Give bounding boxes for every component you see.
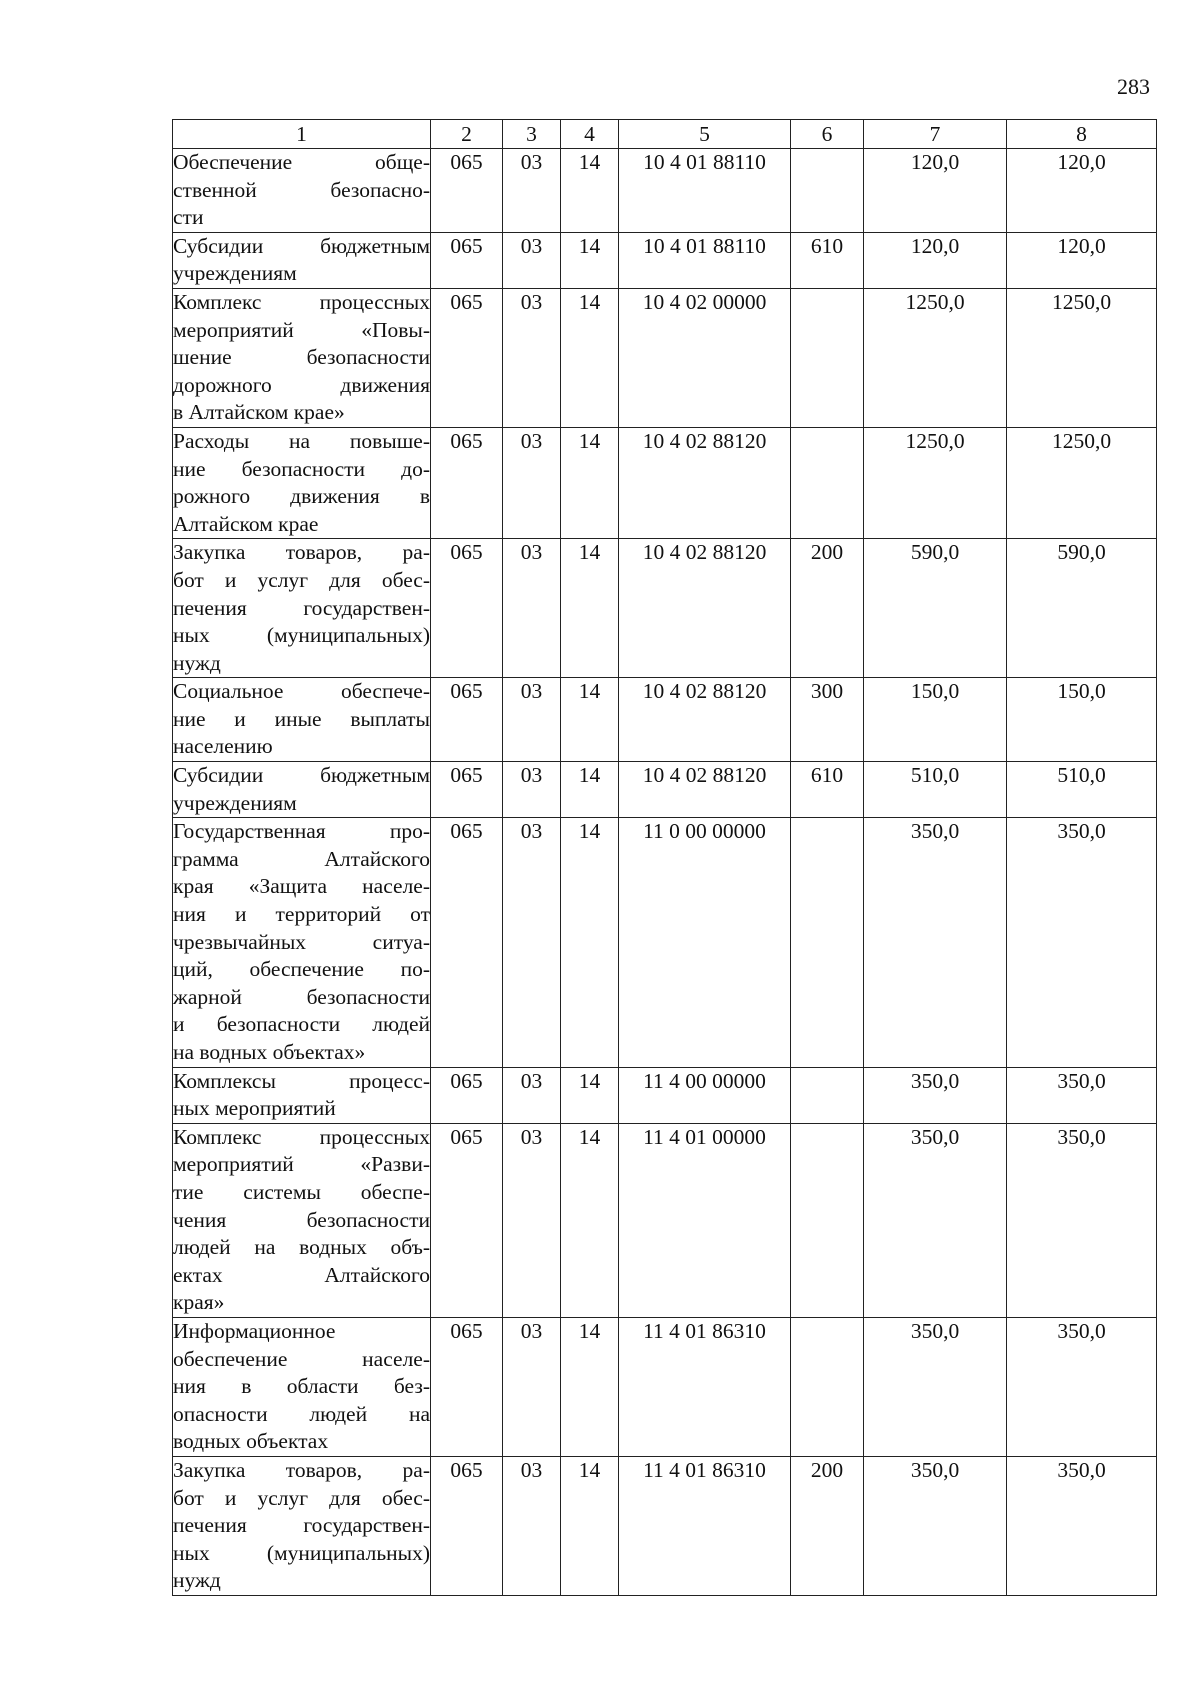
admin-code-cell: 065: [431, 1317, 503, 1456]
column-header: 3: [503, 120, 561, 149]
subsection-cell: 14: [561, 818, 619, 1067]
item-name-line: сти: [173, 205, 204, 230]
column-header: 2: [431, 120, 503, 149]
item-name-line: ние и иные выплаты: [173, 706, 430, 731]
amount-year-1-cell: 350,0: [864, 818, 1007, 1067]
item-name-line: Комплекс процессных: [173, 1124, 430, 1149]
item-name-cell: [173, 232, 431, 288]
expense-type-cell: 610: [791, 762, 864, 818]
amount-year-1-cell: 350,0: [864, 1317, 1007, 1456]
item-name-line: тие системы обеспе-: [173, 1179, 430, 1204]
target-article-cell: 10 4 02 00000: [619, 288, 791, 427]
subsection-cell: 14: [561, 762, 619, 818]
item-name-line: жарной безопасности: [173, 984, 430, 1009]
expense-type-cell: [791, 288, 864, 427]
subsection-cell: 14: [561, 1317, 619, 1456]
subsection-cell: 14: [561, 427, 619, 538]
amount-year-1-cell: 350,0: [864, 1456, 1007, 1595]
item-name-line: Алтайском крае: [173, 511, 319, 536]
admin-code-cell: 065: [431, 288, 503, 427]
section-cell: 03: [503, 149, 561, 233]
admin-code-cell: 065: [431, 539, 503, 678]
item-name-line: Комплекс процессных: [173, 289, 430, 314]
column-header: 8: [1007, 120, 1157, 149]
amount-year-2-cell: 510,0: [1007, 762, 1157, 818]
item-name-line: ние безопасности до-: [173, 456, 430, 481]
section-cell: 03: [503, 427, 561, 538]
item-name-cell: [173, 288, 431, 427]
item-name-line: края»: [173, 1290, 225, 1315]
subsection-cell: 14: [561, 1123, 619, 1317]
expense-type-cell: [791, 427, 864, 538]
amount-year-2-cell: 350,0: [1007, 1123, 1157, 1317]
admin-code-cell: 065: [431, 762, 503, 818]
column-header: 5: [619, 120, 791, 149]
item-name-line: грамма Алтайского: [173, 846, 430, 871]
table-row: [173, 678, 1157, 762]
item-name-cell: [173, 762, 431, 818]
item-name-cell: [173, 1067, 431, 1123]
table-row: [173, 232, 1157, 288]
item-name-cell: [173, 1317, 431, 1456]
amount-year-2-cell: 350,0: [1007, 1067, 1157, 1123]
item-name-line: на водных объектах»: [173, 1040, 366, 1064]
item-name-line: бот и услуг для обес-: [173, 567, 430, 592]
amount-year-1-cell: 1250,0: [864, 288, 1007, 427]
expense-type-cell: 200: [791, 539, 864, 678]
amount-year-1-cell: 120,0: [864, 149, 1007, 233]
subsection-cell: 14: [561, 1456, 619, 1595]
target-article-cell: 11 4 01 86310: [619, 1456, 791, 1595]
table-header: [173, 120, 1157, 149]
amount-year-1-cell: 350,0: [864, 1067, 1007, 1123]
item-name-line: печения государствен-: [173, 1513, 430, 1538]
expense-type-cell: [791, 1067, 864, 1123]
item-name-cell: [173, 818, 431, 1067]
section-cell: 03: [503, 1456, 561, 1595]
item-name-line: Закупка товаров, ра-: [173, 1457, 430, 1482]
item-name-line: мероприятий «Повы-: [173, 317, 430, 342]
table-row: [173, 288, 1157, 427]
item-name-cell: [173, 1456, 431, 1595]
item-name-line: Социальное обеспече-: [173, 679, 430, 704]
item-name-line: мероприятий «Разви-: [173, 1152, 430, 1177]
item-name-cell: [173, 539, 431, 678]
item-name-line: ния и территорий от: [173, 902, 430, 927]
item-name-line: Обеспечение обще-: [173, 150, 430, 174]
target-article-cell: 11 4 01 00000: [619, 1123, 791, 1317]
section-cell: 03: [503, 539, 561, 678]
item-name-cell: [173, 149, 431, 233]
section-cell: 03: [503, 232, 561, 288]
item-name-cell: [173, 678, 431, 762]
item-name-line: Субсидии бюджетным: [173, 763, 430, 788]
admin-code-cell: 065: [431, 1456, 503, 1595]
admin-code-cell: 065: [431, 149, 503, 233]
admin-code-cell: 065: [431, 818, 503, 1067]
target-article-cell: 11 0 00 00000: [619, 818, 791, 1067]
amount-year-1-cell: 350,0: [864, 1123, 1007, 1317]
item-name-line: нужд: [173, 650, 221, 675]
header-row: [173, 120, 1157, 149]
subsection-cell: 14: [561, 1067, 619, 1123]
item-name-line: Расходы на повыше-: [173, 428, 430, 453]
expense-type-cell: 300: [791, 678, 864, 762]
amount-year-1-cell: 150,0: [864, 678, 1007, 762]
admin-code-cell: 065: [431, 427, 503, 538]
item-name-line: ций, обеспечение по-: [173, 957, 430, 982]
amount-year-1-cell: 1250,0: [864, 427, 1007, 538]
item-name-line: нужд: [173, 1568, 221, 1593]
table-row: [173, 539, 1157, 678]
target-article-cell: 10 4 02 88120: [619, 427, 791, 538]
item-name-line: ных мероприятий: [173, 1096, 336, 1121]
item-name-line: населению: [173, 734, 273, 759]
item-name-line: опасности людей на: [173, 1401, 430, 1426]
table-body: [173, 149, 1157, 1596]
amount-year-2-cell: 1250,0: [1007, 288, 1157, 427]
item-name-line: Субсидии бюджетным: [173, 233, 430, 258]
item-name-line: ных (муниципальных): [173, 1540, 430, 1565]
table-row: [173, 1456, 1157, 1595]
item-name-line: ния в области без-: [173, 1374, 430, 1399]
item-name-line: дорожного движения: [173, 372, 430, 397]
section-cell: 03: [503, 762, 561, 818]
item-name-line: и безопасности людей: [173, 1012, 430, 1037]
subsection-cell: 14: [561, 539, 619, 678]
admin-code-cell: 065: [431, 1067, 503, 1123]
item-name-line: шение безопасности: [173, 345, 430, 370]
item-name-line: чрезвычайных ситуа-: [173, 929, 430, 954]
amount-year-2-cell: 350,0: [1007, 1317, 1157, 1456]
amount-year-2-cell: 350,0: [1007, 1456, 1157, 1595]
expense-type-cell: 610: [791, 232, 864, 288]
section-cell: 03: [503, 678, 561, 762]
table-row: [173, 427, 1157, 538]
amount-year-2-cell: 120,0: [1007, 149, 1157, 233]
column-header: 6: [791, 120, 864, 149]
item-name-line: ственной безопасно-: [173, 177, 430, 202]
item-name-line: печения государствен-: [173, 595, 430, 620]
column-header: 1: [173, 120, 431, 149]
target-article-cell: 10 4 01 88110: [619, 232, 791, 288]
admin-code-cell: 065: [431, 1123, 503, 1317]
item-name-line: Комплексы процесс-: [173, 1068, 430, 1093]
item-name-line: чения безопасности: [173, 1207, 430, 1232]
column-header: 7: [864, 120, 1007, 149]
subsection-cell: 14: [561, 149, 619, 233]
amount-year-1-cell: 510,0: [864, 762, 1007, 818]
item-name-cell: [173, 427, 431, 538]
page-number: 283: [1117, 74, 1150, 99]
amount-year-1-cell: 590,0: [864, 539, 1007, 678]
target-article-cell: 10 4 01 88110: [619, 149, 791, 233]
admin-code-cell: 065: [431, 232, 503, 288]
section-cell: 03: [503, 1317, 561, 1456]
amount-year-2-cell: 150,0: [1007, 678, 1157, 762]
amount-year-2-cell: 590,0: [1007, 539, 1157, 678]
expense-type-cell: [791, 818, 864, 1067]
item-name-line: Информационное: [173, 1318, 336, 1343]
target-article-cell: 10 4 02 88120: [619, 539, 791, 678]
amount-year-2-cell: 120,0: [1007, 232, 1157, 288]
table-row: [173, 1123, 1157, 1317]
item-name-line: Государственная про-: [173, 819, 430, 844]
subsection-cell: 14: [561, 232, 619, 288]
expense-type-cell: [791, 149, 864, 233]
item-name-line: ных (муниципальных): [173, 623, 430, 648]
admin-code-cell: 065: [431, 678, 503, 762]
section-cell: 03: [503, 1067, 561, 1123]
table-row: [173, 762, 1157, 818]
item-name-line: водных объектах: [173, 1429, 329, 1454]
column-header: 4: [561, 120, 619, 149]
target-article-cell: 11 4 01 86310: [619, 1317, 791, 1456]
target-article-cell: 10 4 02 88120: [619, 762, 791, 818]
section-cell: 03: [503, 818, 561, 1067]
item-name-line: учреждениям: [173, 261, 297, 286]
expense-type-cell: [791, 1123, 864, 1317]
expense-type-cell: [791, 1317, 864, 1456]
section-cell: 03: [503, 1123, 561, 1317]
table-row: [173, 818, 1157, 1067]
item-name-line: людей на водных объ-: [173, 1235, 430, 1260]
amount-year-1-cell: 120,0: [864, 232, 1007, 288]
item-name-line: учреждениям: [173, 790, 297, 815]
table-row: [173, 1317, 1157, 1456]
table-row: [173, 149, 1157, 233]
item-name-line: рожного движения в: [173, 484, 430, 509]
item-name-line: Закупка товаров, ра-: [173, 540, 430, 565]
budget-table: [172, 119, 1157, 1596]
subsection-cell: 14: [561, 678, 619, 762]
section-cell: 03: [503, 288, 561, 427]
amount-year-2-cell: 350,0: [1007, 818, 1157, 1067]
item-name-line: края «Защита населе-: [173, 874, 430, 899]
item-name-cell: [173, 1123, 431, 1317]
target-article-cell: 11 4 00 00000: [619, 1067, 791, 1123]
item-name-line: в Алтайском крае»: [173, 400, 345, 425]
subsection-cell: 14: [561, 288, 619, 427]
amount-year-2-cell: 1250,0: [1007, 427, 1157, 538]
item-name-line: бот и услуг для обес-: [173, 1485, 430, 1510]
target-article-cell: 10 4 02 88120: [619, 678, 791, 762]
expense-type-cell: 200: [791, 1456, 864, 1595]
item-name-line: обеспечение населе-: [173, 1346, 430, 1371]
table-row: [173, 1067, 1157, 1123]
item-name-line: ектах Алтайского: [173, 1262, 430, 1287]
